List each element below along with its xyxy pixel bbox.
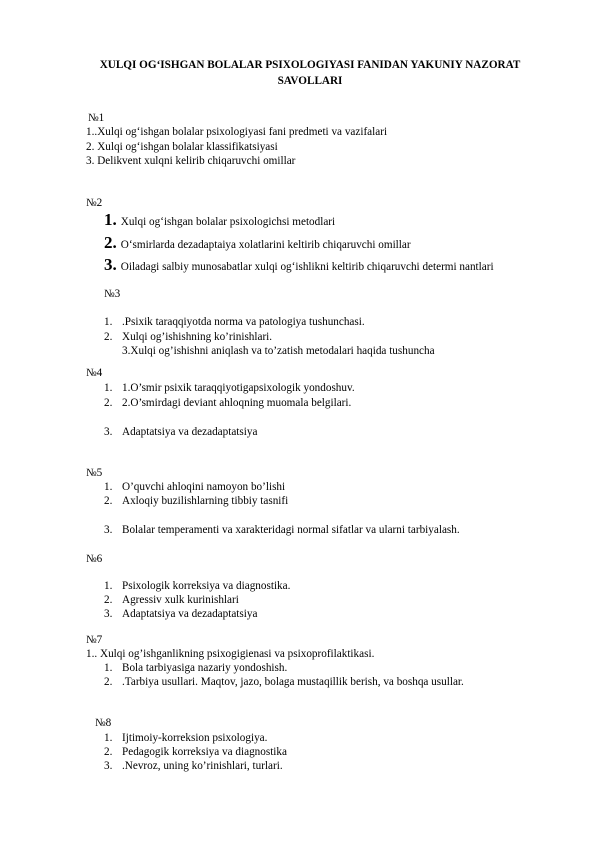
section-8-num-3: 3. [104,760,113,772]
section-3-num-2: 2. [104,331,113,343]
section-8-item-2: Pedagogik korreksiya va diagnostika [122,746,287,758]
section-5-item-3: Bolalar temperamenti va xarakteridagi normal sifatlar va ularni tarbiyalash. [122,524,460,536]
section-7-num-2: 2. [104,676,113,688]
section-3-num-1: 1. [104,316,113,328]
section-2-label: №2 [86,197,103,209]
section-4-label: №4 [86,367,103,379]
section-6-item-2: Agressiv xulk kurinishlari [122,594,239,606]
section-5-num-3: 3. [104,524,113,536]
section-6-item-3: Adaptatsiya va dezadaptatsiya [122,608,258,620]
section-1-item-3: 3. Delikvent xulqni kelirib chiqaruvchi omillar [86,155,296,167]
section-5-num-2: 2. [104,495,113,507]
section-7-intro: 1.. Xulqi og’ishganlikning psixogigienasi va psixoprofilaktikasi. [86,648,375,660]
section-8-item-3: .Nevroz, uning ko’rinishlari, turlari. [122,760,283,772]
title-line-1: XULQI OG‘ISHGAN BOLALAR PSIXOLOGIYASI FANIDAN YAKUNIY NAZORAT [99,59,521,71]
section-5-num-1: 1. [104,481,113,493]
section-4-num-2: 2. [104,397,113,409]
section-6-num-2: 2. [104,594,113,606]
title-line-2: SAVOLLARI [277,75,343,87]
section-7-label: №7 [86,634,103,646]
section-1-item-2: 2. Xulqi og‘ishgan bolalar klassifikatsiyasi [86,141,278,153]
section-7-item-1: Bola tarbiyasiga nazariy yondoshish. [122,662,288,674]
section-6-num-3: 3. [104,608,113,620]
section-3-item-2: Xulqi og’ishishning ko’rinishlari. [122,331,273,343]
list-number: 2. [104,233,117,252]
section-4-item-3: Adaptatsiya va dezadaptatsiya [122,426,258,438]
list-text: O‘smirlarda dezadaptaiya xolatlarini keltirib chiqaruvchi omillar [120,239,411,251]
section-4-num-1: 1. [104,382,113,394]
section-5-item-2: Axloqiy buzilishlarning tibbiy tasnifi [122,495,289,507]
section-8-num-1: 1. [104,732,113,744]
document-title [60,57,560,89]
section-4-item-2: 2.O’smirdagi deviant ahloqning muomala belgilari. [122,397,352,409]
section-5-label: №5 [86,467,103,479]
section-7-item-2: .Tarbiya usullari. Maqtov, jazo, bolaga mustaqillik berish, va boshqa usullar. [122,676,464,688]
section-6-label: №6 [86,553,103,565]
section-2-item-1 [104,210,336,229]
section-3-label: №3 [104,288,121,300]
section-1-label: №1 [88,112,105,124]
section-8-num-2: 2. [104,746,113,758]
section-7-num-1: 1. [104,662,113,674]
list-number: 3. [104,255,117,274]
section-6-item-1: Psixologik korreksiya va diagnostika. [122,580,291,592]
section-3-item-3: 3.Xulqi og’ishishni aniqlash va to’zatish metodalari haqida tushuncha [122,345,435,357]
section-3-item-1: .Psixik taraqqiyotda norma va patologiya tushunchasi. [122,316,365,328]
section-2-item-2 [104,233,411,252]
section-5-item-1: O’quvchi ahloqini namoyon bo’lishi [122,481,286,493]
list-number: 1. [104,210,117,229]
list-text: Oiladagi salbiy munosabatlar xulqi og‘ishlikni keltirib chiqaruvchi determi nantlari [120,261,494,273]
section-4-num-3: 3. [104,426,113,438]
list-text: Xulqi og‘ishgan bolalar psixologichsi metodlari [120,216,336,228]
section-8-label: №8 [95,717,112,729]
section-2-item-3 [104,255,494,274]
section-6-num-1: 1. [104,580,113,592]
section-4-item-1: 1.O’smir psixik taraqqiyotigapsixologik yondoshuv. [122,382,355,394]
section-8-item-1: Ijtimoiy-korreksion psixologiya. [122,732,268,744]
section-1-item-1: 1..Xulqi og‘ishgan bolalar psixologiyasi fani predmeti va vazifalari [86,126,388,138]
